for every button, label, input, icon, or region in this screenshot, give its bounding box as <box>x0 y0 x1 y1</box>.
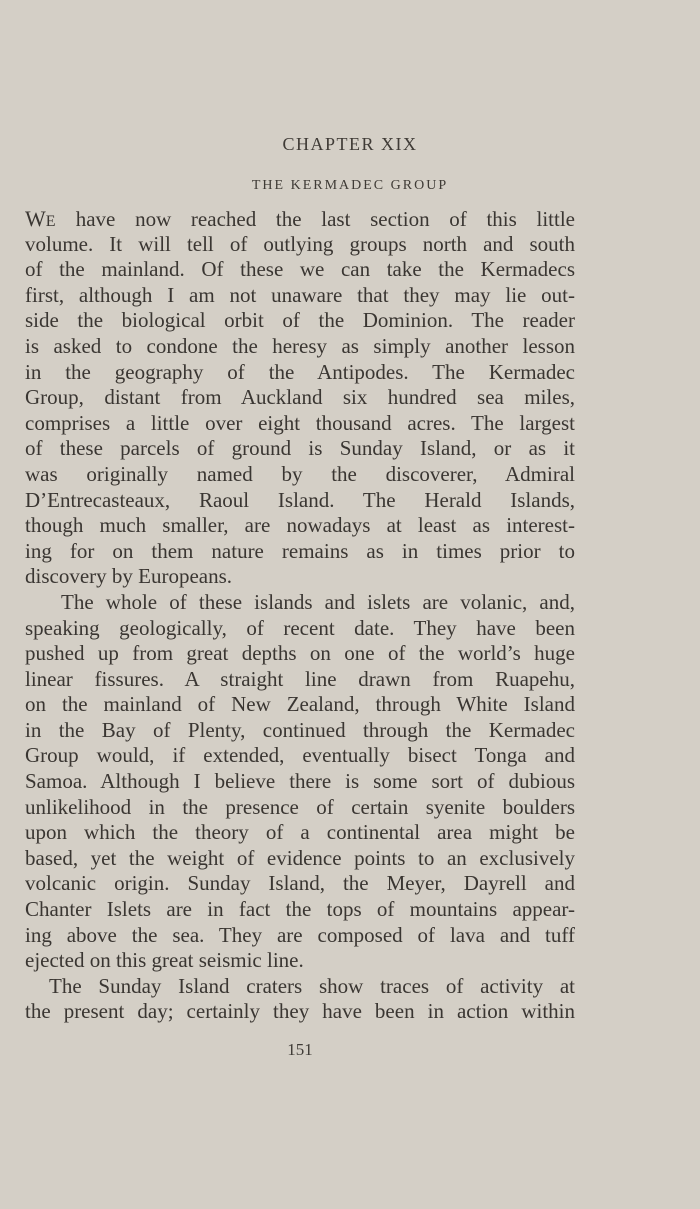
text-line: side the biological orbit of the Dominion. The reader <box>25 308 575 333</box>
text-line: The whole of these islands and islets are volanic, and, <box>61 589 575 614</box>
opening-initial: W <box>25 206 46 231</box>
text-line: upon which the theory of a continental area might be <box>25 820 575 845</box>
text-line: volume. It will tell of outlying groups north and south <box>25 231 575 256</box>
text-line: Samoa. Although I believe there is some sort of dubious <box>25 769 575 794</box>
chapter-title: THE KERMADEC GROUP <box>251 178 449 193</box>
text-line: of these parcels of ground is Sunday Island, or as it <box>25 436 575 461</box>
text-line: The Sunday Island craters show traces of activity at <box>49 973 575 998</box>
chapter-number: CHAPTER XIX <box>282 134 418 154</box>
text-line: linear fissures. A straight line drawn from Ruapehu, <box>25 666 575 691</box>
text-line: comprises a little over eight thousand acres. The largest <box>25 410 575 435</box>
text-line: pushed up from great depths on one of the world’s huge <box>25 641 575 666</box>
text-line: ejected on this great seismic line. <box>25 948 304 973</box>
text-line: ing for on them nature remains as in times prior to <box>25 538 575 563</box>
text-line: unlikelihood in the presence of certain syenite boulders <box>25 794 575 819</box>
text-line: D’Entrecasteaux, Raoul Island. The Herald Islands, <box>25 487 575 512</box>
page-number: 151 <box>287 1040 313 1059</box>
text-line <box>25 206 575 232</box>
text-line: was originally named by the discoverer, Admiral <box>25 461 575 486</box>
text-line: though much smaller, are nowadays at least as interest- <box>25 513 575 538</box>
text-line: first, although I am not unaware that they may lie out- <box>25 282 575 307</box>
text-line: ing above the sea. They are composed of lava and tuff <box>25 922 575 947</box>
text-line: the present day; certainly they have been in action within <box>25 999 575 1024</box>
text-line: in the Bay of Plenty, continued through the Kermadec <box>25 717 575 742</box>
text-line: volcanic origin. Sunday Island, the Meyer, Dayrell and <box>25 871 575 896</box>
text-line: is asked to condone the heresy as simply another lesson <box>25 333 575 358</box>
text-line: based, yet the weight of evidence points to an exclusively <box>25 845 575 870</box>
text-line: of the mainland. Of these we can take the Kermadecs <box>25 257 575 282</box>
body-text <box>25 206 575 1025</box>
text-line: on the mainland of New Zealand, through White Island <box>25 692 575 717</box>
text-line: Chanter Islets are in fact the tops of mountains appear- <box>25 897 575 922</box>
opening-smallcap: E <box>45 213 57 230</box>
text-line: Group would, if extended, eventually bisect Tonga and <box>25 743 575 768</box>
text-line: in the geography of the Antipodes. The Kermadec <box>25 359 575 384</box>
text-line: Group, distant from Auckland six hundred sea miles, <box>25 385 575 410</box>
text-line: discovery by Europeans. <box>25 564 233 589</box>
line-text: have now reached the last section of this little <box>56 207 575 231</box>
text-line: speaking geologically, of recent date. They have been <box>25 615 575 640</box>
